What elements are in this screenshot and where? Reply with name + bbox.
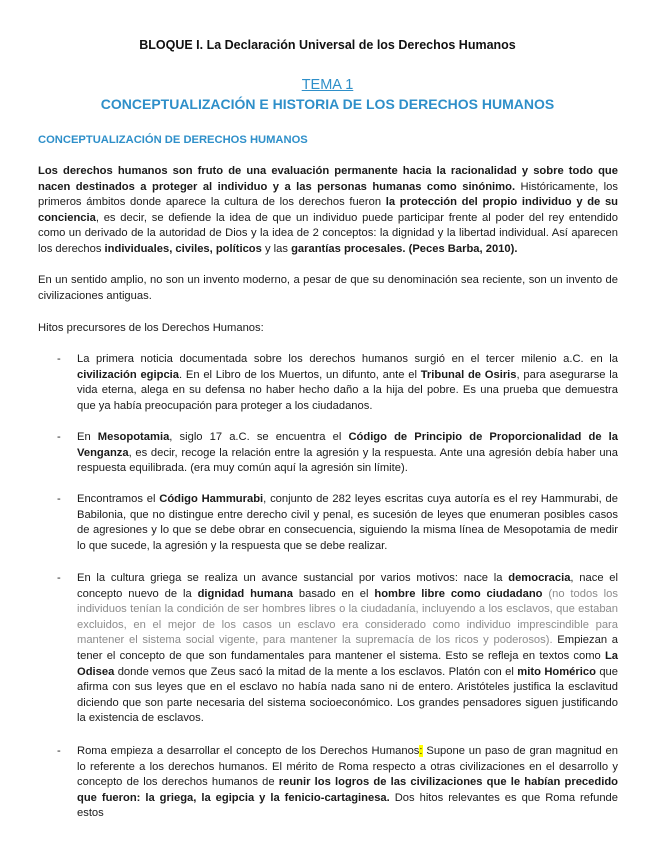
text-bold: garantías procesales. (Peces Barba, 2010). bbox=[291, 242, 518, 255]
bullet-dash: - bbox=[57, 745, 61, 757]
list-item-text bbox=[77, 430, 618, 477]
text: Empiezan a tener el concepto de que son fundamentales para mantener el sistema. Esto se refleja en textos como bbox=[77, 634, 618, 662]
text: , siglo 17 a.C. se encuentra el bbox=[169, 431, 349, 443]
text-bold: Tribunal de Osiris bbox=[420, 368, 517, 381]
milestones-heading: Hitos precursores de los Derechos Humanos: bbox=[38, 322, 264, 334]
text-bold: La Odisea bbox=[77, 649, 618, 678]
text-bold: Código de Principio de Proporcionalidad de la Venganza bbox=[77, 431, 619, 459]
list-item-mesopotamia bbox=[57, 430, 619, 477]
list-item-egypt bbox=[57, 352, 618, 414]
text: donde vemos que Zeus sacó la mitad de la mente a los esclavos. Platón con el bbox=[114, 665, 518, 678]
text: Dos hitos relevantes es que Roma refunde estos bbox=[77, 791, 618, 820]
text-bold: Mesopotamia bbox=[97, 431, 170, 443]
text-bold: Los derechos humanos son fruto de una evaluación permanente hacia la racionalidad y sobre todo que nacen destinados a proteger al individuo y a las personas humanas como sinónimo. bbox=[38, 165, 618, 193]
text-bold: la protección del propio individuo y de su conciencia bbox=[38, 196, 618, 224]
text: , es decir, recoge la relación entre la agresión y la respuesta. Ante una agresión debía haber una respuesta equilibrada. (era muy común aquí la agresión sin límite). bbox=[77, 446, 618, 475]
block-title: BLOQUE I. La Declaración Universal de los Derechos Humanos bbox=[139, 38, 516, 52]
text-muted: (no todos los individuos tenían la condición de ser hombres libres o la ciudadanía, incluyendo a los esclavos, que estaban excluidos, en el mejor de los casos un esclavo era considerado como individuo imprescindible para mantener el sistema social vigente, para mantener la supremacía de los ricos y poderosos). bbox=[77, 587, 618, 647]
text: En la cultura griega se realiza un avance sustancial por varios motivos: nace la bbox=[77, 572, 509, 584]
bullet-dash: - bbox=[57, 431, 61, 443]
bullet-dash: - bbox=[57, 493, 61, 505]
list-item-greece bbox=[57, 571, 618, 727]
text: , conjunto de 282 leyes escritas cuya autoría es el rey Hammurabi, de Babilonia, que no distingue entre derecho civil y penal, es sucesión de leyes que enumeran posibles casos de agresiones y lo que se debe obrar en consecuencia, siguiendo la misma línea de Mesopotamia de medir lo que sucede, la agresión y la respuesta que se debe realizar. bbox=[77, 493, 618, 552]
list-item-text bbox=[77, 744, 618, 822]
text: Encontramos el bbox=[77, 493, 160, 505]
text: Roma empieza a desarrollar el concepto de los Derechos Humanos bbox=[77, 745, 420, 757]
text: y las bbox=[261, 242, 292, 255]
text-bold: hombre libre como ciudadano bbox=[374, 587, 543, 600]
list-item-text bbox=[77, 352, 618, 414]
text: Supone un paso de gran magnitud en lo referente a los derechos humanos. El mérito de Roma respecto a otras civilizaciones en el desarrollo y concepto de los derechos humanos de bbox=[77, 745, 618, 789]
text-bold: civilización egipcia bbox=[77, 368, 180, 381]
text: basado en el bbox=[292, 587, 375, 600]
text-bold: dignidad humana bbox=[197, 587, 293, 600]
text-bold: mito Homérico bbox=[517, 665, 596, 678]
main-title: CONCEPTUALIZACIÓN E HISTORIA DE LOS DERECHOS HUMANOS bbox=[100, 96, 555, 112]
tema-title: TEMA 1 bbox=[301, 77, 354, 93]
text: , para asegurarse la vida eterna, alega en su defensa no haber hecho daño a la hija del pobre. Es una prueba que demuestra que ya había preocupación para proteger a los ciudadanos. bbox=[77, 368, 618, 412]
list-item-rome bbox=[57, 744, 618, 822]
list-item-text bbox=[77, 571, 618, 727]
text: , es decir, se defiende la idea de que un individuo puede participar frente al poder del rey entendido como un derivado de la autoridad de Dios y la idea de 2 conceptos: la dignidad y la libertad individual. Así aparecen los derechos bbox=[38, 211, 618, 255]
text: . En el Libro de los Muertos, un difunto, ante el bbox=[179, 368, 421, 381]
text: En bbox=[77, 431, 98, 443]
text-bold: reunir los logros de las civilizaciones que le habían precedido que fueron: la griega, la egipcia y la fenicio-cartaginesa. bbox=[77, 776, 618, 804]
bullet-dash: - bbox=[57, 572, 61, 584]
text-bold: Código Hammurabi bbox=[159, 493, 264, 505]
bullet-dash: - bbox=[57, 353, 61, 365]
list-item-hammurabi bbox=[57, 492, 618, 554]
intro-paragraph bbox=[38, 164, 618, 258]
text: que afirma con sus leyes que en el esclavo no había nada sano ni de entero. Aristóteles justifica la esclavitud diciendo que son parte necesaria del sistema socioeconómico. Los grandes pensadores siguen justificando la existencia de esclavos. bbox=[77, 665, 618, 725]
text-bold: democracia bbox=[508, 572, 571, 584]
text: Históricamente, los primeros ámbitos donde aparece la cultura de los derechos fueron bbox=[38, 180, 618, 209]
list-item-text bbox=[77, 492, 618, 554]
text-bold: individuales, civiles, políticos bbox=[104, 242, 262, 255]
section-subtitle: CONCEPTUALIZACIÓN DE DERECHOS HUMANOS bbox=[38, 134, 308, 146]
highlighted-text: : bbox=[419, 745, 423, 757]
text: , nace el concepto nuevo de la bbox=[77, 572, 618, 600]
broad-sense-paragraph: En un sentido amplio, no son un invento moderno, a pesar de que su denominación sea reciente, son un invento de civilizaciones antiguas. bbox=[38, 274, 618, 302]
text: La primera noticia documentada sobre los derechos humanos surgió en el tercer milenio a.C. en la bbox=[77, 353, 618, 365]
